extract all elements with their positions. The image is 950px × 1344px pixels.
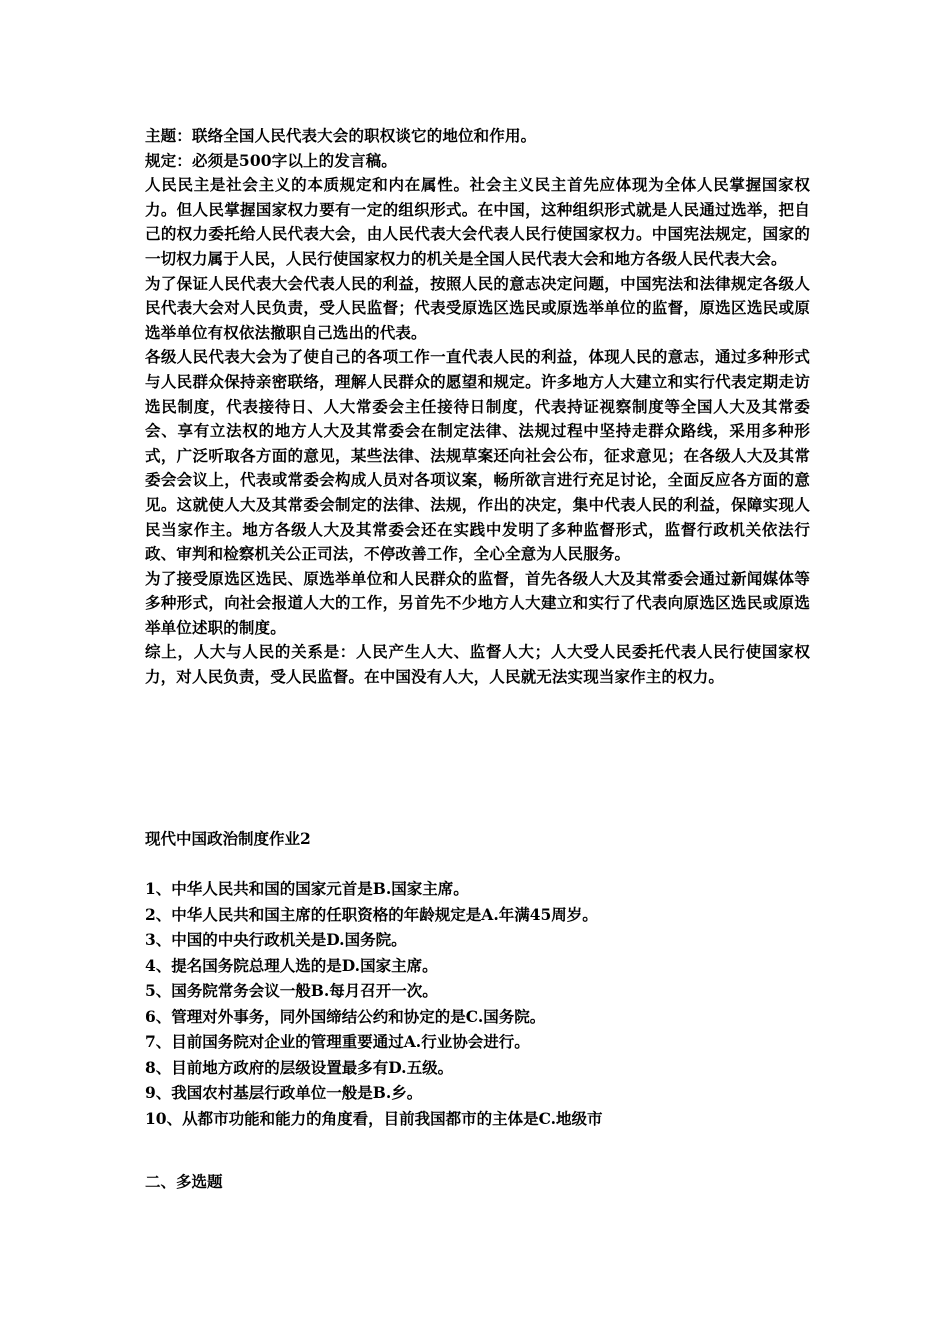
answer-item: 4、提名国务院总理人选的是D.国家主席。	[145, 955, 438, 975]
essay-paragraph: 人民民主是社会主义的本质规定和内在属性。社会主义民主首先应体现为全体人民掌握国家权力。但人民掌握国家权力要有一定的组织形式。在中国，这种组织形式就是人民通过选举，把自己的权力委托给人民代表大会，由人民代表大会代表人民行使国家权力。中国宪法规定，国家的一切权力属于人民，人民行使国家权力的机关是全国人民代表大会和地方各级人民代表大会。	[145, 175, 810, 268]
essay-paragraph: 为了接受原选区选民、原选举单位和人民群众的监督，首先各级人大及其常委会通过新闻媒体等多种形式，向社会报道人大的工作，另首先不少地方人大建立和实行了代表向原选区选民或原选举单位述职的制度。	[145, 568, 810, 637]
answer-item: 2、中华人民共和国主席的任职资格的年龄规定是A.年满45周岁。	[145, 904, 598, 924]
answer-item: 6、管理对外事务，同外国缔结公约和协定的是C.国务院。	[145, 1006, 546, 1026]
document-page	[145, 124, 810, 1191]
essay-topic: 主题：联络全国人民代表大会的职权谈它的地位和作用。	[145, 126, 537, 145]
answer-item: 3、中国的中央行政机关是D.国务院。	[145, 930, 407, 949]
essay-paragraph: 各级人民代表大会为了使自己的各项工作一直代表人民的利益，体现人民的意志，通过多种形式与人民群众保持亲密联络，理解人民群众的愿望和规定。许多地方人大建立和实行代表定期走访选民制度，代表接待日、人大常委会主任接待日制度，代表持证视察制度等全国人大及其常委会、享有立法权的地方人大及其常委会在制定法律、法规过程中坚持走群众路线，采用多种形式，广泛听取各方面的意见，某些法律、法规草案还向社会公布，征求意见；在各级人大及其常委会会议上，代表或常委会构成人员对各项议案，畅所欲言进行充足讨论，全面反应各方面的意见。这就使人大及其常委会制定的法律、法规，作出的决定，集中代表人民的利益，保障实现人民当家作主。地方各级人大及其常委会还在实践中发明了多种监督形式，监督行政机关依法行政、审判和检察机关公正司法，不停改善工作，全心全意为人民服务。	[145, 347, 810, 564]
essay-paragraph: 综上，人大与人民的关系是：人民产生人大、监督人大；人大受人民委托代表人民行使国家权力，对人民负责，受人民监督。在中国没有人大，人民就无法实现当家作主的权力。	[145, 642, 810, 687]
answer-item: 10、从都市功能和能力的角度看，目前我国都市的主体是C.地级市	[145, 1108, 603, 1128]
answer-item: 5、国务院常务会议一般B.每月召开一次。	[145, 981, 438, 1000]
essay-paragraph: 为了保证人民代表大会代表人民的利益，按照人民的意志决定问题，中国宪法和法律规定各级人民代表大会对人民负责，受人民监督；代表受原选区选民或原选举单位的监督，原选区选民或原选举单位有权依法撤职自己选出的代表。	[145, 273, 810, 342]
answer-item: 9、我国农村基层行政单位一般是B.乡。	[145, 1083, 423, 1102]
answer-item: 1、中华人民共和国的国家元首是B.国家主席。	[145, 879, 469, 898]
essay-section	[145, 124, 810, 690]
answer-item: 7、目前国务院对企业的管理重要通过A.行业协会进行。	[145, 1032, 530, 1051]
answer-item: 8、目前地方政府的层级设置最多有D.五级。	[145, 1057, 454, 1077]
answer-list	[145, 876, 603, 1131]
assignment-title: 现代中国政治制度作业2	[145, 829, 311, 848]
section-title: 二、多选题	[145, 1172, 223, 1191]
essay-requirement: 规定：必须是500字以上的发言稿。	[145, 150, 397, 170]
